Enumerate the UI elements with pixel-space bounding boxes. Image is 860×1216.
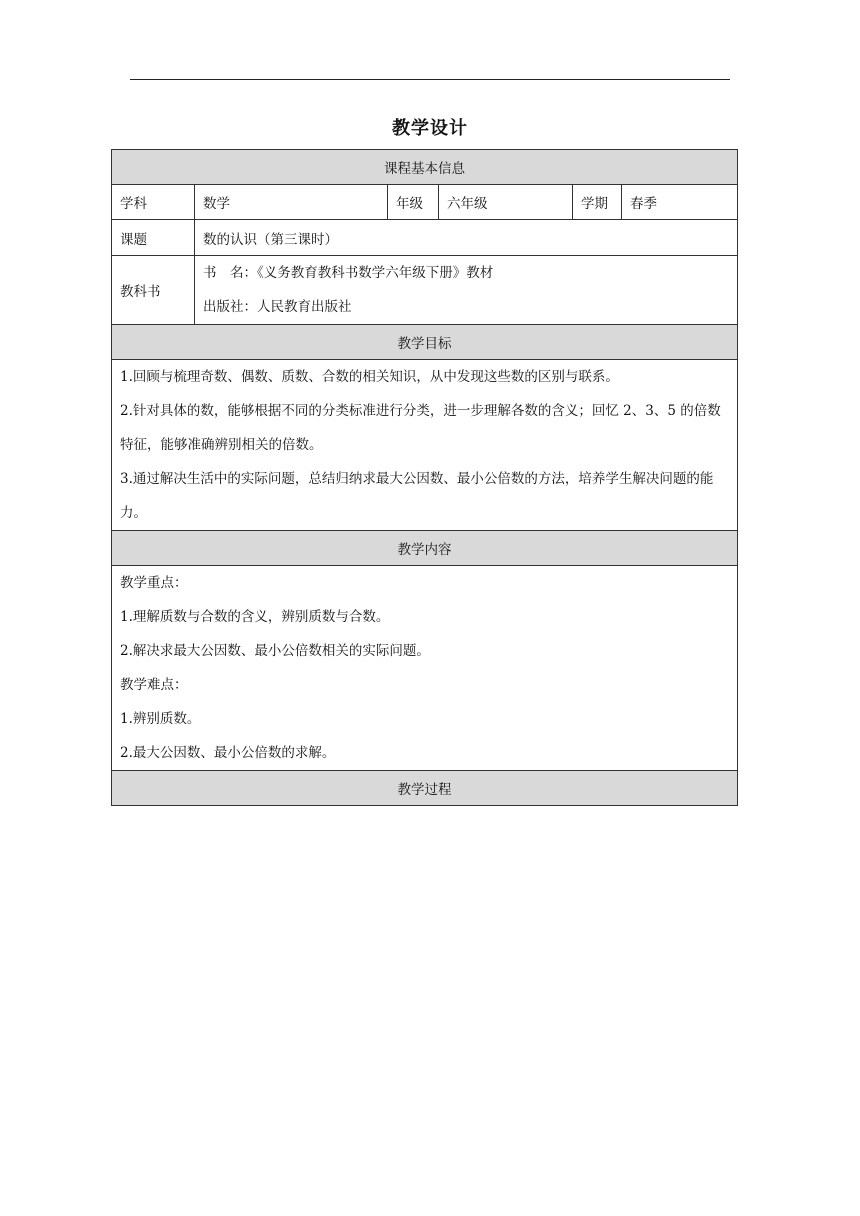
term-label: 学期 bbox=[573, 185, 622, 220]
section-heading-process: 教学过程 bbox=[112, 771, 738, 806]
subject-row bbox=[112, 185, 738, 220]
objectives-row bbox=[112, 360, 738, 531]
section-row-process bbox=[112, 771, 738, 806]
difficulties-heading: 教学难点： bbox=[120, 677, 188, 693]
header-rule bbox=[130, 79, 730, 80]
objective-item: 2.针对具体的数，能够根据不同的分类标准进行分类，进一步理解各数的含义；回忆 2、3、5 的倍数特征，能够准确辨别相关的倍数。 bbox=[120, 403, 721, 453]
section-heading-content: 教学内容 bbox=[112, 531, 738, 566]
textbook-publisher: 出版社：人民教育出版社 bbox=[203, 299, 352, 315]
topic-row bbox=[112, 220, 738, 256]
textbook-name: 书 名：《义务教育教科书数学六年级下册》教材 bbox=[203, 265, 494, 281]
grade-value: 六年级 bbox=[439, 185, 573, 220]
textbook-info bbox=[195, 256, 738, 325]
difficulty-item: 1.辨别质数。 bbox=[120, 711, 201, 727]
section-row-basic-info bbox=[112, 150, 738, 185]
topic-label: 课题 bbox=[112, 220, 195, 256]
textbook-label: 教科书 bbox=[112, 256, 195, 325]
section-row-content bbox=[112, 531, 738, 566]
document-title: 教学设计 bbox=[392, 118, 468, 139]
content-list bbox=[112, 566, 738, 771]
topic-value: 数的认识（第三课时） bbox=[195, 220, 738, 256]
key-points-heading: 教学重点： bbox=[120, 575, 188, 591]
objective-item: 3.通过解决生活中的实际问题，总结归纳求最大公因数、最小公倍数的方法，培养学生解决问题的能力。 bbox=[120, 471, 714, 521]
lesson-design-table bbox=[111, 149, 738, 806]
key-point-item: 1.理解质数与合数的含义，辨别质数与合数。 bbox=[120, 609, 390, 625]
difficulty-item: 2.最大公因数、最小公倍数的求解。 bbox=[120, 745, 336, 761]
textbook-row bbox=[112, 256, 738, 325]
subject-value: 数学 bbox=[195, 185, 388, 220]
section-heading-basic-info: 课程基本信息 bbox=[112, 150, 738, 185]
content-row bbox=[112, 566, 738, 771]
section-heading-objectives: 教学目标 bbox=[112, 325, 738, 360]
objectives-list bbox=[112, 360, 738, 531]
section-row-objectives bbox=[112, 325, 738, 360]
key-point-item: 2.解决求最大公因数、最小公倍数相关的实际问题。 bbox=[120, 643, 430, 659]
grade-label: 年级 bbox=[388, 185, 439, 220]
objective-item: 1.回顾与梳理奇数、偶数、质数、合数的相关知识，从中发现这些数的区别与联系。 bbox=[120, 369, 619, 385]
term-value: 春季 bbox=[622, 185, 738, 220]
subject-label: 学科 bbox=[112, 185, 195, 220]
